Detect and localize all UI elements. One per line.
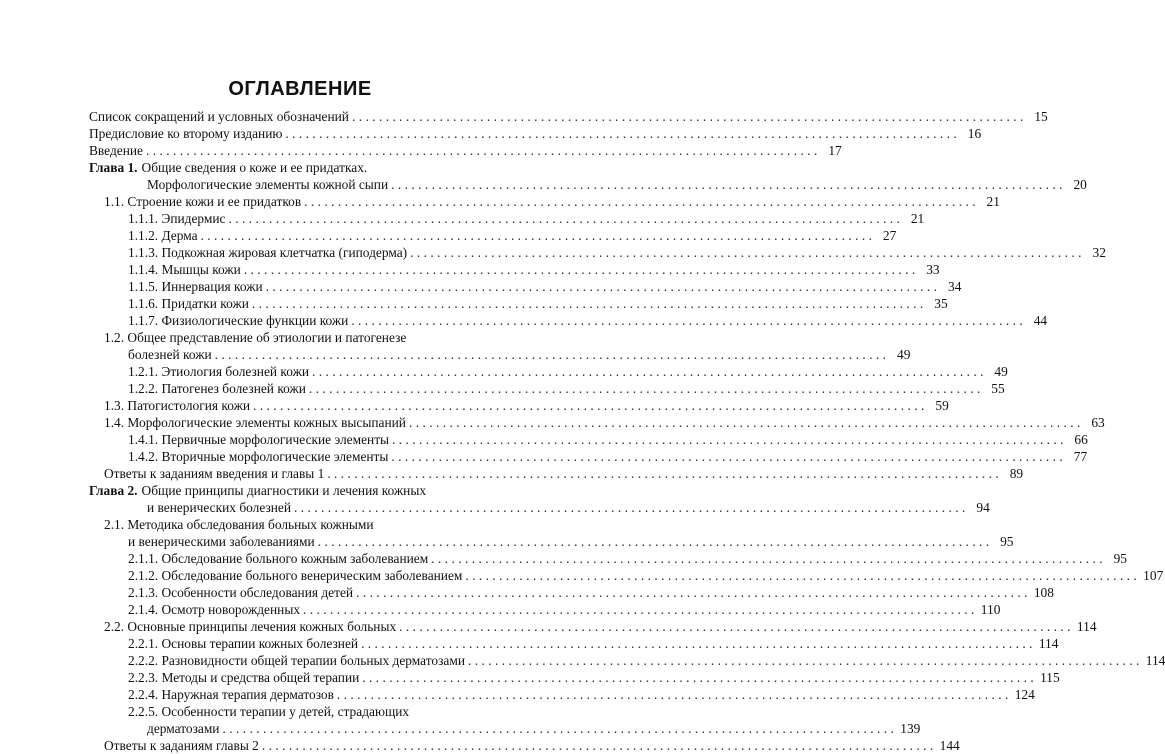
page-number: 77 xyxy=(1073,449,1088,464)
dot-leader: .................................................................................................... xyxy=(200,228,876,243)
dot-leader: .................................................................................................... xyxy=(351,109,1027,124)
dot-leader: .................................................................................................... xyxy=(391,449,1067,464)
dot-leader: .................................................................................................... xyxy=(222,721,898,736)
page-number: 110 xyxy=(980,602,1001,617)
page-number: 59 xyxy=(935,398,949,413)
dot-leader: .................................................................................................... xyxy=(408,415,1084,430)
toc-entry[interactable]: 1.1.7. Физиологические функции кожи .................................................................................................... 44 xyxy=(128,313,1048,328)
dot-leader: .................................................................................................... xyxy=(253,398,928,413)
toc-entry[interactable]: 2.2. Основные принципы лечения кожных больных .................................................................................................... 114 xyxy=(104,619,1097,634)
dot-leader: .................................................................................................... xyxy=(304,194,979,209)
toc-entry[interactable]: 1.1.3. Подкожная жировая клетчатка (гиподерма) .................................................................................................... 32 xyxy=(128,245,1106,260)
page-number: 44 xyxy=(1033,313,1048,328)
chapter-label: Глава 1. xyxy=(89,160,138,175)
page-number: 55 xyxy=(991,381,1005,396)
toc-entry[interactable]: дерматозами .................................................................................................... 139 xyxy=(147,721,921,736)
dot-leader: .................................................................................................... xyxy=(265,279,941,294)
dot-leader: .................................................................................................... xyxy=(410,245,1085,260)
dot-leader: .................................................................................................... xyxy=(465,568,1141,583)
dot-leader: .................................................................................................... xyxy=(356,585,1031,600)
dot-leader: .................................................................................................... xyxy=(327,466,1003,481)
toc-chapter-heading[interactable]: Глава 2. Общие принципы диагностики и лечения кожных xyxy=(89,483,427,498)
chapter-label: Глава 2. xyxy=(89,483,138,498)
page-number: 115 xyxy=(1040,670,1060,685)
page-number: 49 xyxy=(897,347,911,362)
toc-entry[interactable]: Предисловие ко второму изданию .................................................................................................... 16 xyxy=(89,126,982,141)
toc-entry[interactable]: и венерическими заболеваниями .................................................................................................... 95 xyxy=(128,534,1014,549)
page-number: 108 xyxy=(1033,585,1054,600)
toc-entry[interactable]: 1.1.5. Иннервация кожи .................................................................................................... 34 xyxy=(128,279,962,294)
dot-leader: .................................................................................................... xyxy=(145,143,821,158)
toc-entry[interactable]: 2.1.4. Осмотр новорожденных .................................................................................................... 110 xyxy=(128,602,1001,617)
page-number: 21 xyxy=(910,211,925,226)
page-number: 16 xyxy=(967,126,982,141)
dot-leader: .................................................................................................... xyxy=(351,313,1027,328)
page-number: 20 xyxy=(1073,177,1087,192)
toc-entry[interactable]: 2.2.4. Наружная терапия дерматозов .................................................................................................... 124 xyxy=(128,687,1035,702)
page-number: 66 xyxy=(1074,432,1088,447)
toc-entry[interactable]: 2.2.5. Особенности терапии у детей, страдающих xyxy=(128,704,410,719)
page-number: 89 xyxy=(1009,466,1024,481)
page-number: 114 xyxy=(1145,653,1165,668)
dot-leader: .................................................................................................... xyxy=(392,432,1067,447)
page-number: 17 xyxy=(828,143,842,158)
dot-leader: .................................................................................................... xyxy=(468,653,1143,668)
dot-leader: .................................................................................................... xyxy=(251,296,927,311)
toc-entry[interactable]: 2.2.1. Основы терапии кожных болезней .................................................................................................... 114 xyxy=(128,636,1059,651)
toc-entry[interactable]: Ответы к заданиям главы 2 .................................................................................................... 144 xyxy=(104,738,960,753)
toc-entry[interactable]: 1.1.6. Придатки кожи .................................................................................................... 35 xyxy=(128,296,948,311)
dot-leader: .................................................................................................... xyxy=(261,738,937,753)
page-number: 33 xyxy=(926,262,940,277)
dot-leader: .................................................................................................... xyxy=(391,177,1066,192)
toc-entry[interactable]: 1.3. Патогистология кожи .................................................................................................... 59 xyxy=(104,398,949,413)
toc-entry[interactable]: 1.1. Строение кожи и ее придатков .................................................................................................... 21 xyxy=(104,194,1000,209)
dot-leader: .................................................................................................... xyxy=(317,534,993,549)
dot-leader: .................................................................................................... xyxy=(399,619,1074,634)
page-number: 95 xyxy=(1000,534,1014,549)
toc-entry[interactable]: 2.1. Методика обследования больных кожными xyxy=(104,517,374,532)
page-number: 94 xyxy=(976,500,990,515)
dot-leader: .................................................................................................... xyxy=(308,381,984,396)
page-number: 139 xyxy=(900,721,921,736)
toc-entry[interactable]: 2.1.2. Обследование больного венерическим заболеванием .................................................................................................... 107 xyxy=(128,568,1164,583)
page-number: 34 xyxy=(948,279,962,294)
page-number: 144 xyxy=(939,738,960,753)
page-number: 27 xyxy=(882,228,897,243)
page-number: 15 xyxy=(1034,109,1048,124)
dot-leader: .................................................................................................... xyxy=(294,500,969,515)
toc-entry[interactable]: 1.1.1. Эпидермис .................................................................................................... 21 xyxy=(128,211,925,226)
page-number: 124 xyxy=(1014,687,1035,702)
dot-leader: .................................................................................................... xyxy=(312,364,987,379)
toc-entry[interactable]: 1.1.2. Дерма .................................................................................................... 27 xyxy=(128,228,897,243)
page-number: 21 xyxy=(986,194,1000,209)
dot-leader: .................................................................................................... xyxy=(336,687,1012,702)
toc-entry[interactable]: 1.2. Общее представление об этиологии и патогенезе xyxy=(104,330,407,345)
page-number: 107 xyxy=(1143,568,1164,583)
toc-entry[interactable]: болезней кожи .................................................................................................... 49 xyxy=(128,347,911,362)
page-number: 63 xyxy=(1091,415,1105,430)
toc-entry[interactable]: 2.1.1. Обследование больного кожным заболеванием .................................................................................................... 95 xyxy=(128,551,1127,566)
toc-entry[interactable]: 2.1.3. Особенности обследования детей .................................................................................................... 108 xyxy=(128,585,1054,600)
toc-entry[interactable]: 1.1.4. Мышцы кожи .................................................................................................... 33 xyxy=(128,262,940,277)
page-number: 49 xyxy=(994,364,1008,379)
toc-entry[interactable]: Морфологические элементы кожной сыпи .................................................................................................... 20 xyxy=(147,177,1087,192)
dot-leader: .................................................................................................... xyxy=(214,347,890,362)
page-title: ОГЛАВЛЕНИЕ xyxy=(228,78,372,100)
page-number: 114 xyxy=(1076,619,1097,634)
toc-entry[interactable]: и венерических болезней .................................................................................................... 94 xyxy=(147,500,990,515)
dot-leader: .................................................................................................... xyxy=(228,211,904,226)
dot-leader: .................................................................................................... xyxy=(362,670,1038,685)
dot-leader: .................................................................................................... xyxy=(285,126,961,141)
dot-leader: .................................................................................................... xyxy=(361,636,1036,651)
toc-entry[interactable]: 1.4.1. Первичные морфологические элементы .................................................................................................... 66 xyxy=(128,432,1088,447)
page-number: 95 xyxy=(1113,551,1127,566)
toc-entry[interactable]: 1.4.2. Вторичные морфологические элементы .................................................................................................... 77 xyxy=(128,449,1088,464)
toc-entry[interactable]: 1.2.1. Этиология болезней кожи .................................................................................................... 49 xyxy=(128,364,1008,379)
toc-entry[interactable]: Ответы к заданиям введения и главы 1 .................................................................................................... 89 xyxy=(104,466,1024,481)
toc-entry[interactable]: 1.4. Морфологические элементы кожных высыпаний .................................................................................................... 63 xyxy=(104,415,1105,430)
toc-chapter-heading[interactable]: Глава 1. Общие сведения о коже и ее придатках. xyxy=(89,160,368,175)
toc-entry[interactable]: 1.2.2. Патогенез болезней кожи .................................................................................................... 55 xyxy=(128,381,1005,396)
page-number: 35 xyxy=(934,296,948,311)
page-number: 114 xyxy=(1038,636,1059,651)
toc-entry[interactable]: 2.2.2. Разновидности общей терапии больных дерматозами .................................................................................................... 114 xyxy=(128,653,1165,668)
toc-entry[interactable]: Введение .................................................................................................... 17 xyxy=(89,143,842,158)
dot-leader: .................................................................................................... xyxy=(303,602,978,617)
dot-leader: .................................................................................................... xyxy=(243,262,919,277)
page-number: 32 xyxy=(1092,245,1106,260)
toc-entry[interactable]: Список сокращений и условных обозначений .................................................................................................... 15 xyxy=(89,109,1048,124)
dot-leader: .................................................................................................... xyxy=(431,551,1106,566)
toc-entry[interactable]: 2.2.3. Методы и средства общей терапии .................................................................................................... 115 xyxy=(128,670,1060,685)
